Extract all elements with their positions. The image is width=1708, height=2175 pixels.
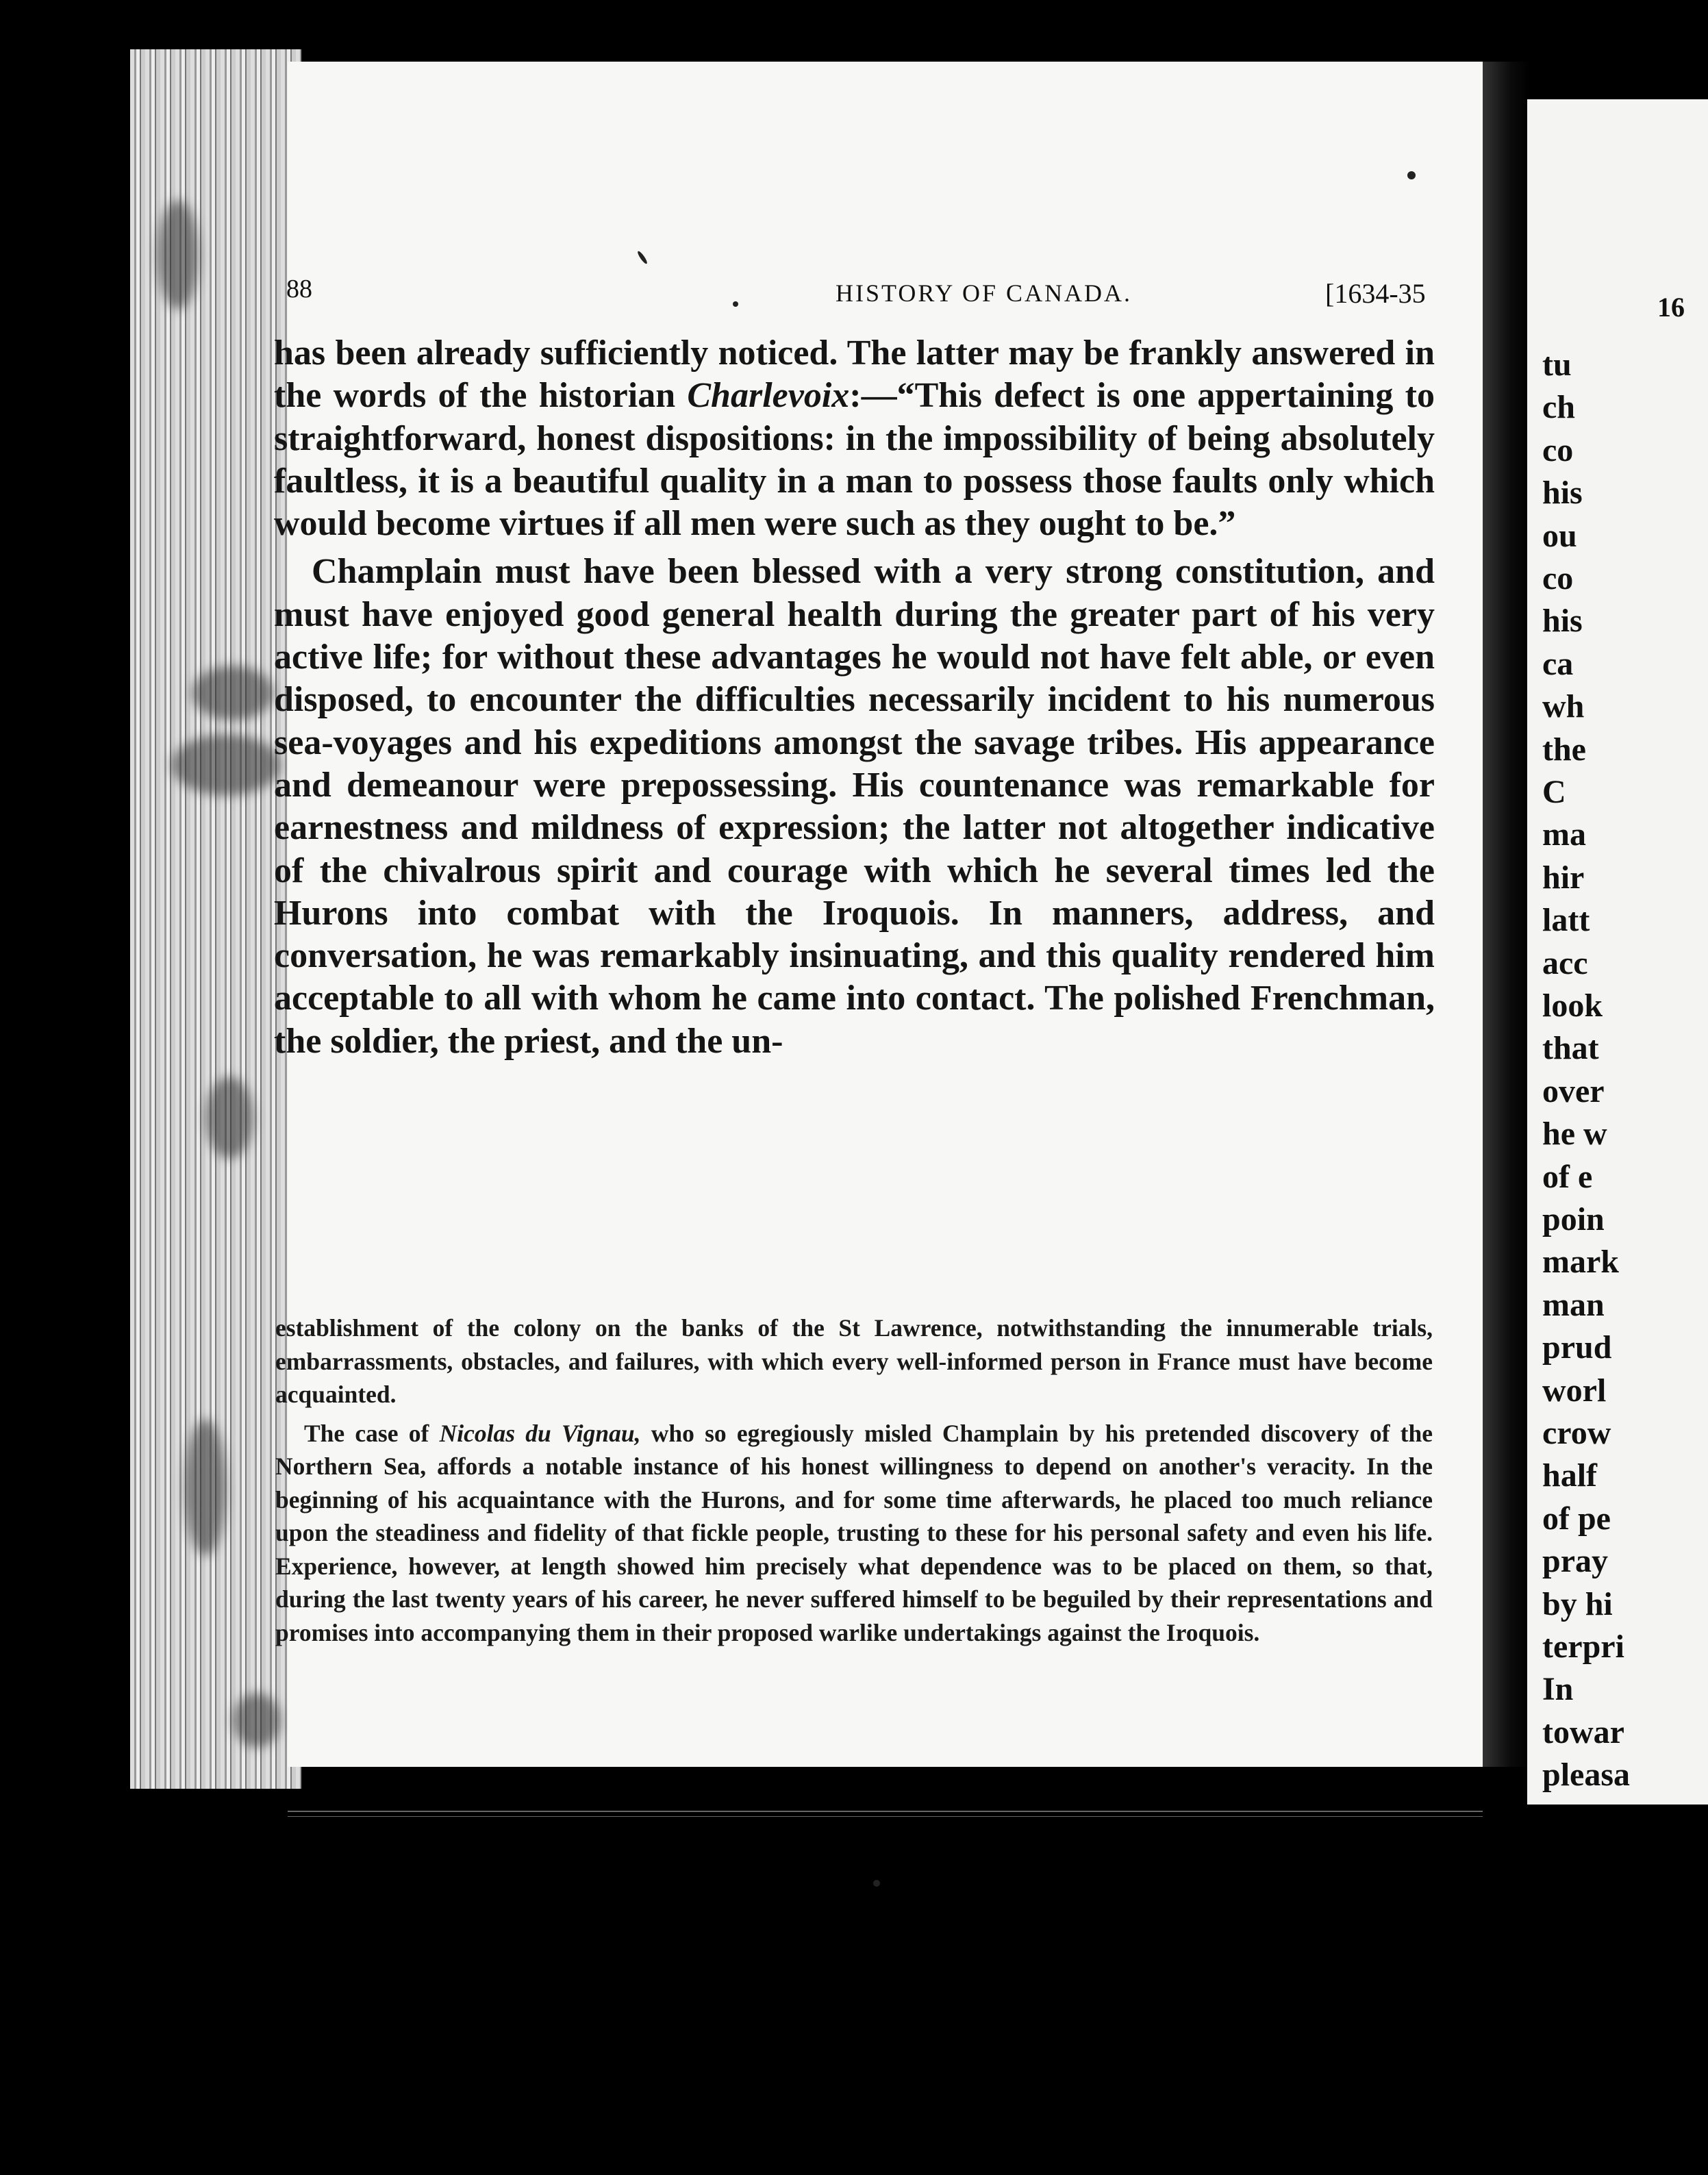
adjacent-page-line: ou: [1542, 517, 1577, 554]
italic-name: Charlevoix: [687, 376, 850, 416]
adjacent-page-line: the: [1542, 731, 1586, 768]
adjacent-page-line: latt: [1542, 902, 1590, 939]
page-number: 88: [286, 275, 312, 303]
footnote-text: who so egregiously misled Champlain by his pretended discovery of the Northern Sea, affords a notable instance of his honest willingness to depend on another's veracity. In the beginning of his acquaintance with the Hurons, and for some time afterwards, he placed too much reliance upon the steadiness and fidelity of that fickle people, trusting to these for his personal safety and even his life. Experience, however, at length showed him precisely what dependence was to be placed on them, so that, during the last twenty years of his career, he never suffered himself to be beguiled by their representations and promises into accompanying them in their proposed warlike undertakings against the Iroquois.: [275, 1419, 1433, 1646]
adjacent-page-line: he w: [1542, 1116, 1607, 1153]
adjacent-page-line: that: [1542, 1030, 1599, 1067]
main-text: [274, 332, 1435, 1063]
adjacent-page-line: pleasa: [1542, 1757, 1631, 1794]
adjacent-page-line: poin: [1542, 1201, 1605, 1237]
adjacent-page-line: ca: [1542, 645, 1574, 682]
adjacent-page-line: of pe: [1542, 1500, 1611, 1537]
adjacent-page-line: crow: [1542, 1415, 1611, 1451]
adjacent-page-line: pray: [1542, 1543, 1608, 1580]
adjacent-page-line: look: [1542, 988, 1603, 1024]
adjacent-page: [1527, 99, 1708, 1805]
adjacent-page-line: man: [1542, 1286, 1605, 1323]
adjacent-page-line: his: [1542, 475, 1583, 512]
adjacent-page-line: his: [1542, 603, 1583, 640]
footnote-text: The case of: [304, 1419, 440, 1447]
adjacent-page-line: wh: [1542, 688, 1585, 725]
adjacent-page-header: 16: [1657, 292, 1685, 323]
italic-name: Nicolas du Vignau,: [439, 1419, 641, 1447]
paragraph: Champlain must have been blessed with a very strong constitution, and must have enjoyed good general health during the greater part of his very active life; for without these advantages he would not have felt able, or even disposed, to encounter the difficulties necessarily incident to his numerous sea-voyages and his expeditions amongst the savage tribes. His appearance and demeanour were prepossessing. His countenance was remarkable for earnestness and mildness of expression; the latter not altogether indicative of the chivalrous spirit and courage with which he several times led the Hurons into combat with the Iroquois. In manners, address, and conversation, he was remarkably insinuating, and this quality rendered him acceptable to all with whom he came into contact. The polished Frenchman, the soldier, the priest, and the un-: [274, 552, 1435, 1061]
footnote: establishment of the colony on the banks of the St Lawrence, notwithstanding the innumerable trials, embarrassments, obstacles, and failures, with which every well-informed person in France must have become acquainted.: [275, 1314, 1433, 1408]
adjacent-page-line: towar: [1542, 1713, 1624, 1750]
adjacent-page-line: ma: [1542, 816, 1586, 853]
adjacent-page-line: over: [1542, 1072, 1605, 1109]
adjacent-page-line: C: [1542, 774, 1566, 810]
running-head-title: HISTORY OF CANADA.: [836, 279, 1133, 307]
page-bottom-rule: [288, 1816, 1483, 1817]
adjacent-page-line: In: [1542, 1671, 1574, 1708]
ink-speck: [1407, 171, 1416, 179]
adjacent-page-line: hir: [1542, 859, 1585, 896]
adjacent-page-line: of e: [1542, 1158, 1593, 1195]
footnote: [275, 1417, 1433, 1650]
adjacent-page-line: ch: [1542, 389, 1575, 426]
adjacent-page-line: worl: [1542, 1372, 1607, 1409]
ink-speck: [733, 301, 738, 307]
adjacent-page-line: terpri: [1542, 1629, 1624, 1665]
footnotes: [275, 1311, 1433, 1649]
adjacent-page-line: co: [1542, 560, 1574, 596]
adjacent-page-line: half: [1542, 1457, 1598, 1494]
adjacent-page-line: tu: [1542, 347, 1572, 383]
paragraph: [274, 332, 1435, 545]
adjacent-page-line: prud: [1542, 1329, 1612, 1366]
page-bottom-rule: [288, 1811, 1483, 1812]
running-head-date: [1634-35: [1325, 278, 1426, 309]
ink-speck: [873, 1880, 880, 1887]
paragraph-text: :—“This defect is one appertaining to straightforward, honest dispositions: in the impossibility of being absolutely faultless, it is a beautiful quality in a man to possess those faults only which would become virtues if all men were such as they ought to be.”: [274, 376, 1435, 544]
adjacent-page-line: acc: [1542, 944, 1588, 981]
adjacent-page-line: by hi: [1542, 1585, 1613, 1622]
page-edge-shadow: [1483, 62, 1531, 1767]
paragraph-text: has been already sufficiently noticed. The latter may be frankly answered in the words of the historian: [274, 334, 1435, 416]
adjacent-page-line: mark: [1542, 1244, 1619, 1281]
adjacent-page-line: co: [1542, 431, 1574, 468]
